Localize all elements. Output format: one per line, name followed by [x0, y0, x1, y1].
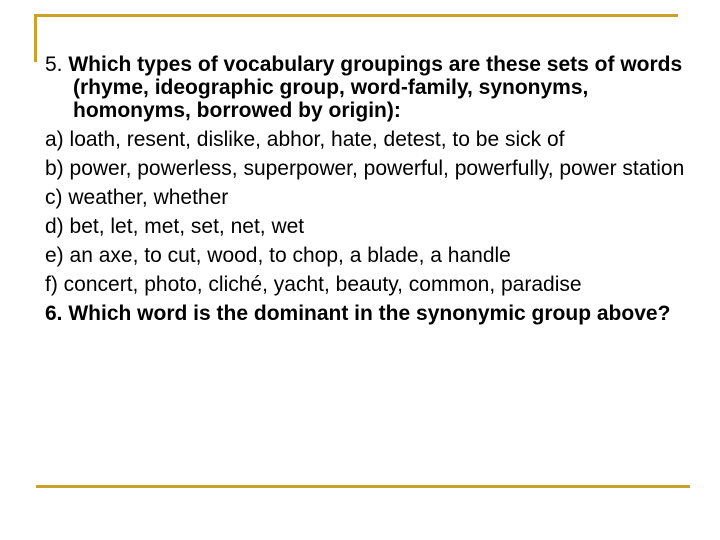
question-6-text: Which word is the dominant in the synonymic group above? — [68, 302, 671, 325]
answer-d — [45, 215, 690, 238]
answer-c-text: weather, whether — [68, 186, 229, 209]
answer-d-label: d) — [45, 215, 64, 238]
question-5-text: Which types of vocabulary groupings are these sets of words (rhyme, ideographic group, word-family, synonyms, homonyms, borrowed by origin): — [68, 53, 683, 122]
decorative-rule-bottom — [36, 485, 690, 488]
decorative-rule-left — [34, 14, 37, 62]
question-6-number: 6. — [45, 302, 63, 325]
question-5 — [45, 53, 690, 122]
answer-c — [45, 186, 690, 209]
answer-e-text: an axe, to cut, wood, to chop, a blade, a handle — [69, 244, 511, 267]
answer-a-text: loath, resent, dislike, abhor, hate, detest, to be sick of — [69, 128, 565, 151]
slide-content — [45, 53, 690, 331]
decorative-rule-top — [36, 14, 678, 17]
answer-f-text: concert, photo, cliché, yacht, beauty, common, paradise — [63, 273, 582, 296]
answer-a — [45, 128, 690, 151]
answer-e — [45, 244, 690, 267]
answer-a-label: a) — [45, 128, 64, 151]
answer-e-label: e) — [45, 244, 64, 267]
answer-d-text: bet, let, met, set, net, wet — [69, 215, 305, 238]
answer-b — [45, 157, 690, 180]
answer-f — [45, 273, 690, 296]
question-5-number: 5. — [45, 53, 63, 76]
answer-b-text: power, powerless, superpower, powerful, powerfully, power station — [69, 157, 685, 180]
answer-b-label: b) — [45, 157, 64, 180]
question-6 — [45, 302, 690, 325]
answer-c-label: c) — [45, 186, 63, 209]
answer-f-label: f) — [45, 273, 58, 296]
